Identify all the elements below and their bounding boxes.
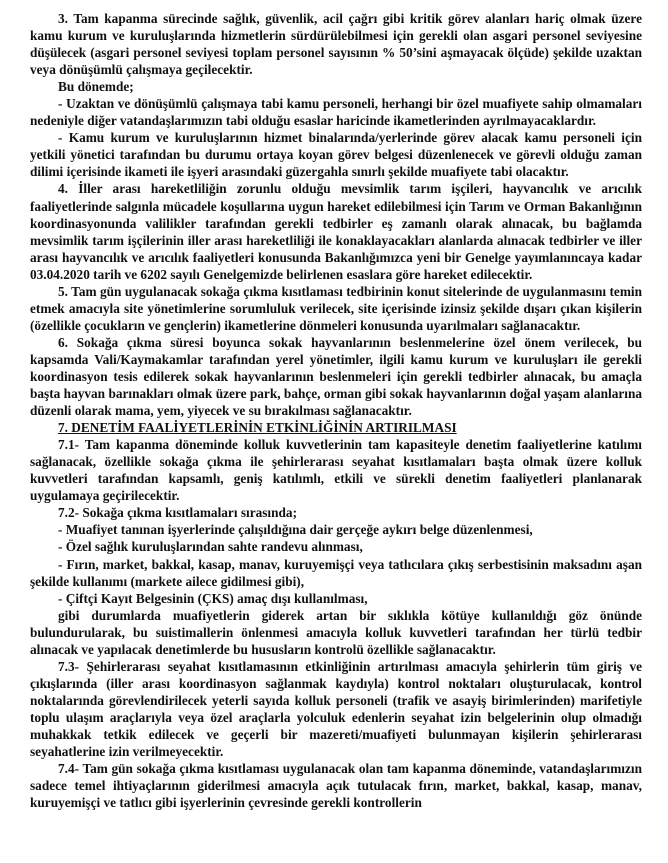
document-page [30,10,642,811]
paragraph-bullet-kamu-kurum: - Kamu kurum ve kuruluşlarının hizmet binalarında/yerlerinde görev alacak kamu personeli için yetkili yönetici tarafından bu durumu ortaya koyan görev belgesi düzenlenecek ve görevli olduğu zaman dilimi içerisinde ikameti ile işyeri arasındaki güzergahla sınırlı şekilde muafiyete tabi olacaktır. [30,130,642,180]
paragraph-3: 3. Tam kapanma sürecinde sağlık, güvenlik, acil çağrı gibi kritik görev alanları hariç olmak üzere kamu kurum ve kuruluşlarında hizmetlerin sürdürülebilmesi için gerekli olan asgari personel seviyesine düşülecek (asgari personel seviyesi toplam personel sayısının % 50’sini aşmayacak ölçüde) şekilde uzaktan veya dönüşümlü çalışmaya geçilecektir. [30,11,642,78]
bullet-muafiyet: - Muafiyet tanınan işyerlerinde çalışıldığına dair gerçeğe aykırı belge düzenlenmesi, [58,522,533,538]
bullet-saglik: - Özel sağlık kuruluşlarından sahte randevu alınması, [58,539,363,555]
paragraph-7-2: 7.2- Sokağa çıkma kısıtlamaları sırasında; [58,505,297,521]
paragraph-gibi-durumlarda: gibi durumlarda muafiyetlerin giderek artan bir sıklıkla kötüye kullanıldığı göz önünde bulundurularak, bu suistimallerin önlenmesi amacıyla kolluk kuvvetleri tarafından her türlü tedbir alınacak ve yapılacak denetimlerde bu hususların kontrolü özellikle sağlanacaktır. [30,607,642,657]
bullet-firin-market: - Fırın, market, bakkal, kasap, manav, kuruyemişçi veya tatlıcılara çıkış serbestisinin maksadını aşan şekilde kullanımı (markete ailece gidilmesi gibi), [30,556,642,589]
bullet-cks: - Çiftçi Kayıt Belgesinin (ÇKS) amaç dışı kullanılması, [58,590,368,606]
paragraph-6: 6. Sokağa çıkma süresi boyunca sokak hayvanlarının beslenmelerine özel önem verilecek, bu kapsamda Vali/Kaymakamlar tarafından yerel yönetimler, ilgili kamu kurum ve kuruluşları ile gerekli koordinasyon tesis edilerek sokak hayvanlarının beslenmeleri için gerekli tedbirler alınacak, bu amaçla başta hayvan barınakları olmak üzere park, bahçe, orman gibi sokak hayvanlarının doğal yaşam alanlarına düzenli olarak mama, yem, yiyecek ve su bırakılması sağlanacaktır. [30,334,642,419]
paragraph-bu-donemde: Bu dönemde; [58,79,134,95]
paragraph-5: 5. Tam gün uygulanacak sokağa çıkma kısıtlaması tedbirinin konut sitelerinde de uygulanmasını temin etmek amacıyla site yönetimlerine sorumluluk verilecek, site içerisinde izinsiz şekilde dışarı çıkan kişilerin (özellikle çocukların ve gençlerin) ikametlerine dönmeleri konusunda uyarılmaları sağlanacaktır. [30,283,642,333]
paragraph-7-3: 7.3- Şehirlerarası seyahat kısıtlamasının etkinliğinin artırılması amacıyla şehirlerin tüm giriş ve çıkışlarında (iller arası koordinasyon sağlanmak kaydıyla) kontrol noktaları oluşturulacak, kontrol noktalarında görevlendirilecek yeterli sayıda kolluk personeli (trafik ve asayiş birimlerinden) marifetiyle toplu ulaşım araçlarıyla veya özel araçlarla yolculuk edenlerin seyahat izin belgelerinin olup olmadığı muhakkak tetkik edilecek ve geçerli bir mazereti/muafiyeti bulunmayan kişilerin şehirlerarası seyahatlerine izin verilmeyecektir. [30,658,642,760]
paragraph-7-1: 7.1- Tam kapanma döneminde kolluk kuvvetlerinin tam kapasiteyle denetim faaliyetlerine katılımı sağlanacak, özellikle sokağa çıkma ile şehirlerarası seyahat kısıtlamaları başta olmak üzere kolluk kuvvetleri tarafından kapsamlı, geniş katılımlı, etkili ve sürekli denetim faaliyetleri planlanarak uygulamaya geçirilecektir. [30,437,642,504]
section-heading-7: 7. DENETİM FAALİYETLERİNİN ETKİNLİĞİNİN ARTIRILMASI [58,420,457,436]
paragraph-bullet-uzaktan: - Uzaktan ve dönüşümlü çalışmaya tabi kamu personeli, herhangi bir özel muafiyete sahip olmamaları nedeniyle diğer vatandaşlarımızın tabi olduğu esaslar haricinde ikametlerinden ayrılmayacaklardır. [30,96,642,129]
paragraph-4: 4. İller arası hareketliliğin zorunlu olduğu mevsimlik tarım işçileri, hayvancılık ve arıcılık faaliyetlerinde salgınla mücadele koşullarına uygun hareket edilebilmesi için Tarım ve Orman Bakanlığının koordinasyonunda valilikler tarafından gerekli tedbirler eş zamanlı olarak alınacak, bu bağlamda mevsimlik tarım işçilerinin iller arası hareketliliği ile konaklayacakları alanlarda alınacak tedbirler ve iller arası hayvancılık ve arıcılık faaliyetleri konusunda Bakanlığımızca yeni bir Genelge yayımlanıncaya kadar 03.04.2020 tarih ve 6202 sayılı Genelgemizde belirlenen esaslara göre hareket edilecektir. [30,181,642,282]
paragraph-7-4: 7.4- Tam gün sokağa çıkma kısıtlaması uygulanacak olan tam kapanma döneminde, vatandaşlarımızın sadece temel ihtiyaçlarının giderilmesi amacıyla açık tutulacak fırın, market, bakkal, kasap, manav, kuruyemişçi ve tatlıcı gibi işyerlerinin çevresinde gerekli kontrollerin [30,761,642,811]
